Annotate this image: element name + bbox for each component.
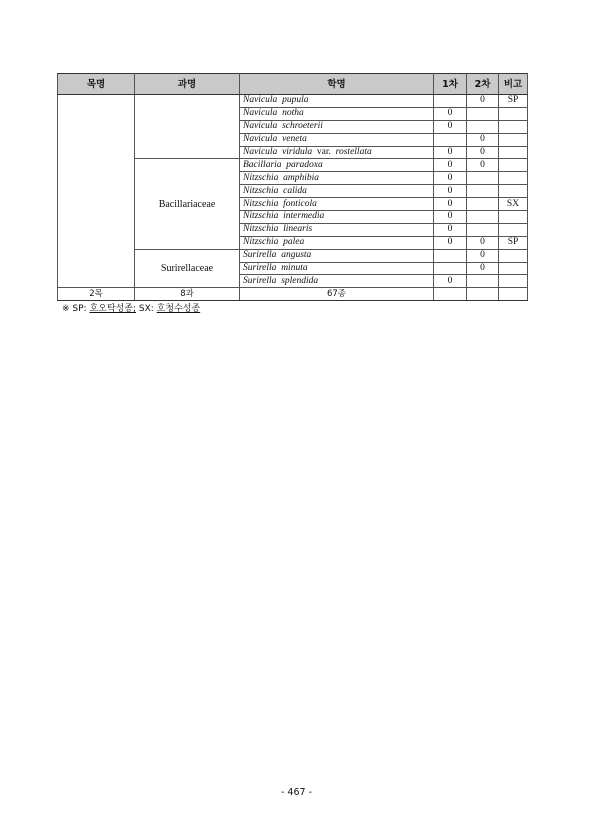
epithet: pupula (282, 95, 309, 106)
first-survey-cell: 0 (434, 236, 467, 249)
order-cell (58, 95, 135, 288)
genus: Surirella (243, 250, 277, 261)
total-second (467, 288, 499, 301)
epithet: intermedia (283, 211, 325, 222)
remarks-cell (499, 223, 528, 236)
epithet: palea (283, 237, 305, 248)
header-second-survey: 2차 (467, 74, 499, 95)
genus: Nitzschia (243, 224, 279, 235)
remarks-cell (499, 249, 528, 262)
header-order: 목명 (58, 74, 135, 95)
first-survey-cell (434, 262, 467, 275)
second-survey-cell: 0 (467, 146, 499, 159)
legend-note (62, 301, 200, 314)
genus: Navicula (243, 147, 278, 157)
epithet: viridula (282, 147, 313, 157)
first-survey-cell: 0 (434, 120, 467, 133)
genus: Navicula (243, 134, 278, 145)
scientific-name-cell (240, 120, 434, 133)
page-number: - 467 - (280, 787, 313, 798)
remarks-cell (499, 159, 528, 172)
remarks-cell (499, 275, 528, 288)
scientific-name-cell (240, 211, 434, 224)
family-cell (135, 95, 240, 159)
total-first (434, 288, 467, 301)
epithet: schroeterii (282, 121, 323, 132)
epithet: minuta (281, 263, 308, 274)
remarks-cell (499, 262, 528, 275)
second-survey-cell: 0 (467, 95, 499, 108)
note-sx-text: 호청수성종 (156, 304, 201, 314)
first-survey-cell: 0 (434, 146, 467, 159)
second-survey-cell (467, 198, 499, 211)
second-survey-cell: 0 (467, 159, 499, 172)
table-body (58, 95, 528, 301)
remarks-cell (499, 133, 528, 146)
genus: Navicula (243, 121, 278, 132)
note-mark: ※ (62, 304, 70, 314)
header-family: 과명 (135, 74, 240, 95)
remarks-cell (499, 211, 528, 224)
remarks-cell (499, 107, 528, 120)
genus: Nitzschia (243, 237, 279, 248)
genus: Nitzschia (243, 172, 279, 183)
scientific-name-cell (240, 275, 434, 288)
epithet: notha (282, 108, 304, 119)
second-survey-cell (467, 223, 499, 236)
genus: Nitzschia (243, 211, 279, 222)
first-survey-cell: 0 (434, 107, 467, 120)
epithet: amphibia (283, 172, 320, 183)
second-survey-cell: 0 (467, 262, 499, 275)
header-row (58, 74, 528, 95)
scientific-name-cell (240, 236, 434, 249)
note-sp-code: SP: (72, 304, 87, 314)
epithet: linearis (283, 224, 313, 235)
second-survey-cell: 0 (467, 236, 499, 249)
second-survey-cell (467, 211, 499, 224)
remarks-cell: SX (499, 198, 528, 211)
species-table (57, 73, 528, 301)
genus: Navicula (243, 95, 278, 106)
genus: Nitzschia (243, 185, 279, 196)
first-survey-cell: 0 (434, 223, 467, 236)
second-survey-cell (467, 275, 499, 288)
scientific-name-cell (240, 249, 434, 262)
first-survey-cell: 0 (434, 275, 467, 288)
epithet: calida (283, 185, 307, 196)
note-sp-text: 호오탁성종; (89, 304, 136, 314)
remarks-cell (499, 185, 528, 198)
total-species: 67종 (240, 288, 434, 301)
first-survey-cell: 0 (434, 185, 467, 198)
scientific-name-cell (240, 107, 434, 120)
header-first-survey: 1차 (434, 74, 467, 95)
note-sx-code: SX: (138, 304, 154, 314)
second-survey-cell (467, 185, 499, 198)
epithet: fonticola (283, 198, 317, 209)
first-survey-cell: 0 (434, 198, 467, 211)
scientific-name-cell (240, 185, 434, 198)
family-cell-bacillariaceae: Bacillariaceae (135, 159, 240, 249)
epithet: splendida (281, 275, 319, 286)
table-row (58, 95, 528, 108)
first-survey-cell: 0 (434, 172, 467, 185)
scientific-name-cell (240, 146, 434, 159)
remarks-cell: SP (499, 95, 528, 108)
total-families: 8과 (135, 288, 240, 301)
total-orders: 2목 (58, 288, 135, 301)
header-scientific-name: 학명 (240, 74, 434, 95)
scientific-name-cell (240, 133, 434, 146)
scientific-name-cell (240, 223, 434, 236)
scientific-name-cell (240, 95, 434, 108)
scientific-name-cell (240, 159, 434, 172)
scientific-name-cell (240, 262, 434, 275)
header-remarks: 비고 (499, 74, 528, 95)
epithet: paradoxa (286, 159, 323, 170)
epithet: veneta (282, 134, 307, 145)
second-survey-cell (467, 172, 499, 185)
genus: Bacillaria (243, 159, 282, 170)
first-survey-cell (434, 95, 467, 108)
remarks-cell (499, 120, 528, 133)
second-survey-cell: 0 (467, 249, 499, 262)
first-survey-cell (434, 249, 467, 262)
first-survey-cell: 0 (434, 211, 467, 224)
epithet: angusta (281, 250, 312, 261)
variety-name: rostellata (335, 147, 372, 157)
family-cell-surirellaceae: Surirellaceae (135, 249, 240, 288)
table-header (58, 74, 528, 95)
second-survey-cell (467, 120, 499, 133)
scientific-name-cell (240, 198, 434, 211)
remarks-cell (499, 172, 528, 185)
remarks-cell (499, 146, 528, 159)
scientific-name-cell (240, 172, 434, 185)
totals-row (58, 288, 528, 301)
genus: Surirella (243, 263, 277, 274)
first-survey-cell: 0 (434, 159, 467, 172)
genus: Navicula (243, 108, 278, 119)
first-survey-cell (434, 133, 467, 146)
genus: Surirella (243, 275, 277, 286)
total-remarks (499, 288, 528, 301)
second-survey-cell (467, 107, 499, 120)
second-survey-cell: 0 (467, 133, 499, 146)
remarks-cell: SP (499, 236, 528, 249)
variety-marker: var. (316, 147, 331, 157)
genus: Nitzschia (243, 198, 279, 209)
